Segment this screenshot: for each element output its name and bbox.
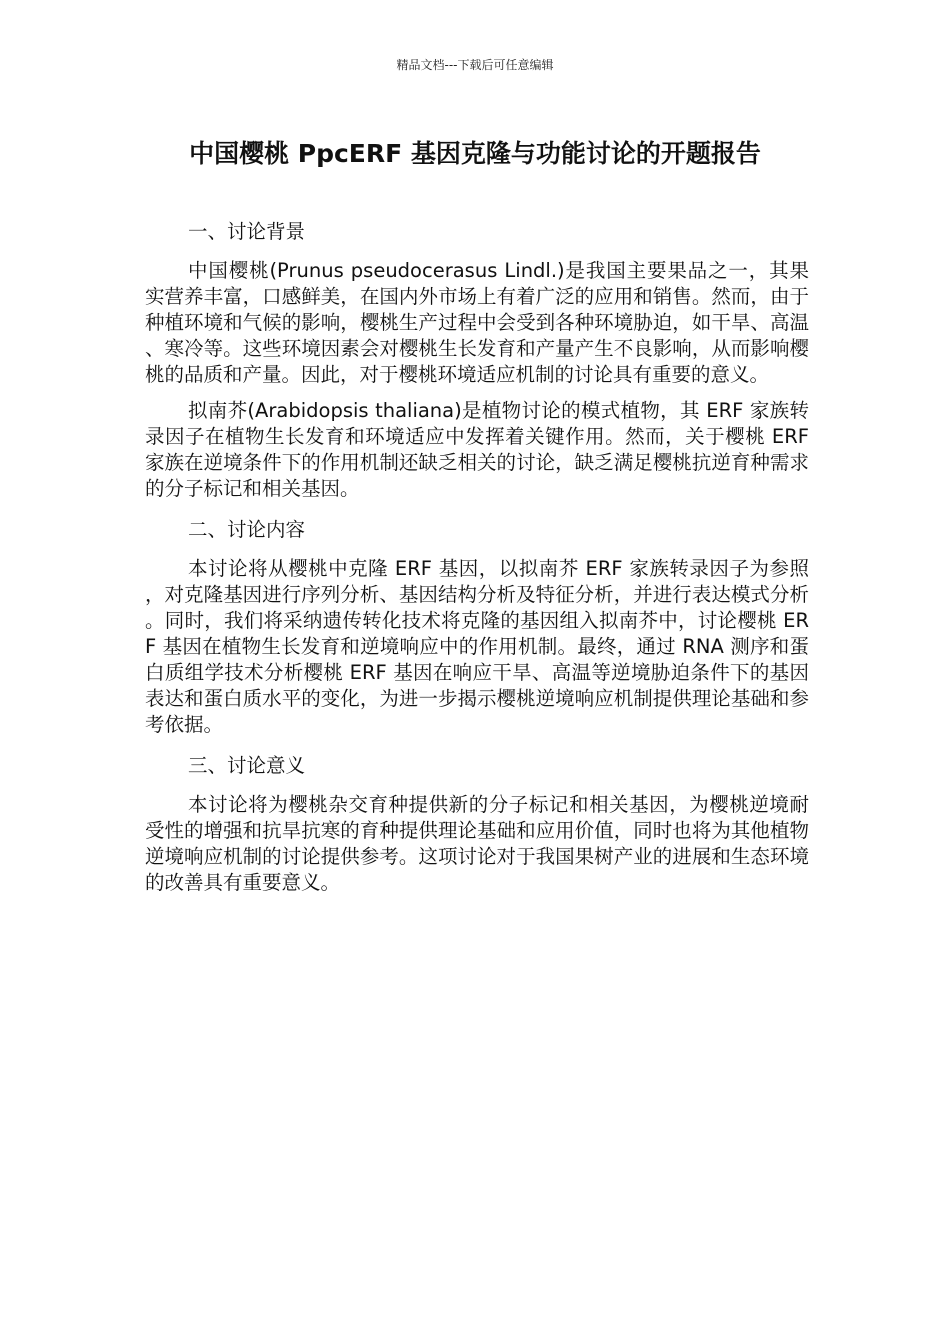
section-background bbox=[145, 214, 809, 502]
section-heading: 三、讨论意义 bbox=[188, 754, 306, 777]
paragraph: 拟南芥(Arabidopsis thaliana)是植物讨论的模式植物，其 ERF 家族转录因子在植物生长发育和环境适应中发挥着关键作用。然而，关于樱桃 ERF 家族在逆境条件下的作用机制还缺乏相关的讨论，缺乏满足樱桃抗逆育种需求的分子标记和相关基因。 bbox=[145, 399, 809, 500]
section-significance bbox=[145, 748, 809, 896]
section-content bbox=[145, 512, 809, 738]
document-body bbox=[145, 214, 809, 906]
section-heading: 一、讨论背景 bbox=[188, 220, 306, 243]
page-header: 精品文档---下载后可任意编辑 bbox=[396, 58, 554, 72]
paragraph: 中国樱桃(Prunus pseudocerasus Lindl.)是我国主要果品之一，其果实营养丰富，口感鲜美，在国内外市场上有着广泛的应用和销售。然而，由于种植环境和气候的影响，樱桃生产过程中会受到各种环境胁迫，如干旱、高温、寒冷等。这些环境因素会对樱桃生长发育和产量产生不良影响，从而影响樱桃的品质和产量。因此，对于樱桃环境适应机制的讨论具有重要的意义。 bbox=[145, 259, 809, 386]
paragraph: 本讨论将从樱桃中克隆 ERF 基因，以拟南芥 ERF 家族转录因子为参照，对克隆基因进行序列分析、基因结构分析及特征分析，并进行表达模式分析。同时，我们将采纳遗传转化技术将克隆的基因组入拟南芥中，讨论樱桃 ERF 基因在植物生长发育和逆境响应中的作用机制。最终，通过 RNA 测序和蛋白质组学技术分析樱桃 ERF 基因在响应干旱、高温等逆境胁迫条件下的基因表达和蛋白质水平的变化，为进一步揭示樱桃逆境响应机制提供理论基础和参考依据。 bbox=[145, 557, 809, 736]
document-title: 中国樱桃 PpcERF 基因克隆与功能讨论的开题报告 bbox=[189, 139, 761, 168]
paragraph: 本讨论将为樱桃杂交育种提供新的分子标记和相关基因，为樱桃逆境耐受性的增强和抗旱抗寒的育种提供理论基础和应用价值，同时也将为其他植物逆境响应机制的讨论提供参考。这项讨论对于我国果树产业的进展和生态环境的改善具有重要意义。 bbox=[145, 793, 809, 894]
section-heading: 二、讨论内容 bbox=[188, 518, 306, 541]
